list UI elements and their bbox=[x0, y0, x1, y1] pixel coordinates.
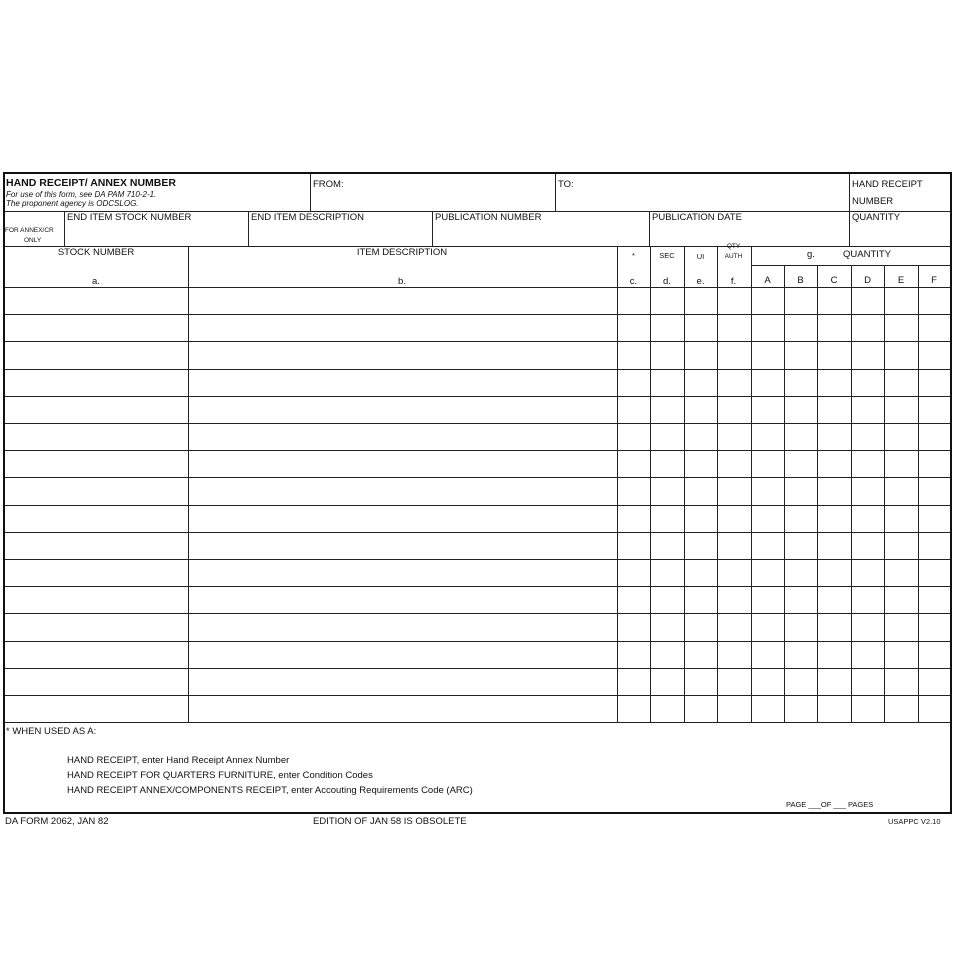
qty-e-cell[interactable] bbox=[885, 315, 917, 340]
qty-d-cell[interactable] bbox=[852, 560, 883, 585]
star-cell[interactable] bbox=[618, 696, 649, 721]
ui-cell[interactable] bbox=[685, 642, 716, 667]
sec-heading: SEC bbox=[659, 251, 675, 260]
stock-number-cell[interactable] bbox=[6, 506, 187, 531]
qty-e-cell[interactable] bbox=[885, 288, 917, 313]
qty-auth-cell[interactable] bbox=[718, 614, 750, 639]
edition-note: EDITION OF JAN 58 IS OBSOLETE bbox=[313, 816, 467, 827]
qty-a-cell[interactable] bbox=[752, 424, 783, 449]
use-note: For use of this form, see DA PAM 710-2-1. bbox=[6, 190, 157, 199]
qty-auth-cell[interactable] bbox=[718, 696, 750, 721]
quantity-sub-letter: D bbox=[864, 275, 871, 286]
star-cell[interactable] bbox=[618, 424, 649, 449]
qty-b-cell[interactable] bbox=[785, 642, 816, 667]
qty-b-cell[interactable] bbox=[785, 451, 816, 476]
qty-d-cell[interactable] bbox=[852, 614, 883, 639]
ui-cell[interactable] bbox=[685, 397, 716, 422]
qty-e-cell[interactable] bbox=[885, 370, 917, 395]
star-cell[interactable] bbox=[618, 506, 649, 531]
item-description-cell[interactable] bbox=[189, 478, 616, 503]
qty-auth-cell[interactable] bbox=[718, 315, 750, 340]
g-letter: g. bbox=[807, 249, 815, 260]
stock-number-cell[interactable] bbox=[6, 587, 187, 612]
ui-cell[interactable] bbox=[685, 478, 716, 503]
qty-auth-cell[interactable] bbox=[718, 642, 750, 667]
qty-c-cell[interactable] bbox=[818, 506, 850, 531]
qty-a-cell[interactable] bbox=[752, 506, 783, 531]
hand-receipt-number-label: HAND RECEIPT bbox=[852, 179, 923, 190]
star-cell[interactable] bbox=[618, 614, 649, 639]
qty-b-cell[interactable] bbox=[785, 288, 816, 313]
quantity-sub-letter: A bbox=[764, 275, 771, 286]
qty-auth-cell[interactable] bbox=[718, 560, 750, 585]
ui-cell[interactable] bbox=[685, 424, 716, 449]
sec-cell[interactable] bbox=[651, 696, 683, 721]
ui-cell[interactable] bbox=[685, 315, 716, 340]
qty-e-cell[interactable] bbox=[885, 533, 917, 558]
qty-e-cell[interactable] bbox=[885, 342, 917, 367]
ui-cell[interactable] bbox=[685, 696, 716, 721]
qty-c-cell[interactable] bbox=[818, 288, 850, 313]
item-description-cell[interactable] bbox=[189, 560, 616, 585]
qty-b-cell[interactable] bbox=[785, 533, 816, 558]
qty-b-cell[interactable] bbox=[785, 587, 816, 612]
stock-number-cell[interactable] bbox=[6, 642, 187, 667]
item-description-cell[interactable] bbox=[189, 669, 616, 694]
qty-f-cell[interactable] bbox=[919, 288, 949, 313]
qty-c-cell[interactable] bbox=[818, 614, 850, 639]
sec-cell[interactable] bbox=[651, 451, 683, 476]
qty-f-cell[interactable] bbox=[919, 424, 949, 449]
quantity-sub-letter: B bbox=[797, 275, 804, 286]
qty-b-cell[interactable] bbox=[785, 696, 816, 721]
quantity-sub-letter: C bbox=[830, 275, 838, 286]
qty-d-cell[interactable] bbox=[852, 533, 883, 558]
ui-cell[interactable] bbox=[685, 451, 716, 476]
qty-f-cell[interactable] bbox=[919, 533, 949, 558]
qty-f-cell[interactable] bbox=[919, 587, 949, 612]
stock-number-cell[interactable] bbox=[6, 669, 187, 694]
star-cell[interactable] bbox=[618, 288, 649, 313]
form-id: DA FORM 2062, JAN 82 bbox=[5, 816, 109, 827]
ui-cell[interactable] bbox=[685, 342, 716, 367]
ui-heading: UI bbox=[696, 252, 705, 261]
star-cell[interactable] bbox=[618, 478, 649, 503]
star-cell[interactable] bbox=[618, 342, 649, 367]
publication-number-label: PUBLICATION NUMBER bbox=[435, 212, 542, 223]
form-title: HAND RECEIPT/ ANNEX NUMBER bbox=[6, 177, 176, 189]
qty-auth-heading-2: AUTH bbox=[724, 253, 743, 260]
qty-a-cell[interactable] bbox=[752, 614, 783, 639]
sec-cell[interactable] bbox=[651, 288, 683, 313]
sec-cell[interactable] bbox=[651, 587, 683, 612]
usappc-version: USAPPC V2.10 bbox=[888, 817, 941, 826]
qty-c-cell[interactable] bbox=[818, 587, 850, 612]
stock-number-cell[interactable] bbox=[6, 397, 187, 422]
qty-c-cell[interactable] bbox=[818, 478, 850, 503]
qty-auth-heading: QTY bbox=[726, 243, 741, 250]
item-description-cell[interactable] bbox=[189, 315, 616, 340]
qty-d-cell[interactable] bbox=[852, 451, 883, 476]
qty-auth-cell[interactable] bbox=[718, 669, 750, 694]
sec-cell[interactable] bbox=[651, 506, 683, 531]
note-line-2: HAND RECEIPT FOR QUARTERS FURNITURE, enter Condition Codes bbox=[67, 770, 373, 781]
qty-f-cell[interactable] bbox=[919, 642, 949, 667]
sec-cell[interactable] bbox=[651, 669, 683, 694]
item-description-cell[interactable] bbox=[189, 614, 616, 639]
qty-f-cell[interactable] bbox=[919, 370, 949, 395]
item-description-cell[interactable] bbox=[189, 533, 616, 558]
stock-number-letter: a. bbox=[92, 276, 100, 287]
qty-e-cell[interactable] bbox=[885, 424, 917, 449]
from-label: FROM: bbox=[313, 179, 344, 190]
qty-auth-cell[interactable] bbox=[718, 506, 750, 531]
qty-c-cell[interactable] bbox=[818, 315, 850, 340]
qty-auth-cell[interactable] bbox=[718, 451, 750, 476]
when-used-note: * WHEN USED AS A: bbox=[6, 726, 97, 737]
qty-a-cell[interactable] bbox=[752, 642, 783, 667]
qty-a-cell[interactable] bbox=[752, 288, 783, 313]
sec-cell[interactable] bbox=[651, 424, 683, 449]
qty-e-cell[interactable] bbox=[885, 478, 917, 503]
ui-cell[interactable] bbox=[685, 614, 716, 639]
star-cell[interactable] bbox=[618, 397, 649, 422]
qty-f-cell[interactable] bbox=[919, 506, 949, 531]
qty-d-cell[interactable] bbox=[852, 315, 883, 340]
star-cell[interactable] bbox=[618, 642, 649, 667]
star-heading: * bbox=[632, 251, 635, 260]
qty-c-cell[interactable] bbox=[818, 642, 850, 667]
qty-d-cell[interactable] bbox=[852, 370, 883, 395]
stock-number-cell[interactable] bbox=[6, 478, 187, 503]
qty-f-cell[interactable] bbox=[919, 669, 949, 694]
stock-number-cell[interactable] bbox=[6, 533, 187, 558]
end-item-description-label: END ITEM DESCRIPTION bbox=[251, 212, 364, 223]
stock-number-cell[interactable] bbox=[6, 424, 187, 449]
stock-number-cell[interactable] bbox=[6, 315, 187, 340]
item-description-cell[interactable] bbox=[189, 451, 616, 476]
qty-c-cell[interactable] bbox=[818, 397, 850, 422]
sec-cell[interactable] bbox=[651, 614, 683, 639]
qty-a-cell[interactable] bbox=[752, 696, 783, 721]
qty-auth-letter: f. bbox=[730, 276, 737, 287]
qty-auth-cell[interactable] bbox=[718, 587, 750, 612]
qty-b-cell[interactable] bbox=[785, 397, 816, 422]
sec-cell[interactable] bbox=[651, 397, 683, 422]
stock-number-cell[interactable] bbox=[6, 451, 187, 476]
qty-a-cell[interactable] bbox=[752, 478, 783, 503]
qty-b-cell[interactable] bbox=[785, 614, 816, 639]
stock-number-cell[interactable] bbox=[6, 370, 187, 395]
qty-auth-cell[interactable] bbox=[718, 533, 750, 558]
qty-auth-cell[interactable] bbox=[718, 342, 750, 367]
qty-f-cell[interactable] bbox=[919, 451, 949, 476]
qty-a-cell[interactable] bbox=[752, 587, 783, 612]
item-description-cell[interactable] bbox=[189, 642, 616, 667]
qty-e-cell[interactable] bbox=[885, 587, 917, 612]
item-description-cell[interactable] bbox=[189, 696, 616, 721]
qty-d-cell[interactable] bbox=[852, 424, 883, 449]
qty-d-cell[interactable] bbox=[852, 342, 883, 367]
note-line-3: HAND RECEIPT ANNEX/COMPONENTS RECEIPT, enter Accouting Requirements Code (ARC) bbox=[67, 785, 473, 796]
qty-a-cell[interactable] bbox=[752, 342, 783, 367]
star-cell[interactable] bbox=[618, 315, 649, 340]
qty-b-cell[interactable] bbox=[785, 342, 816, 367]
item-description-cell[interactable] bbox=[189, 506, 616, 531]
qty-e-cell[interactable] bbox=[885, 560, 917, 585]
item-description-letter: b. bbox=[398, 276, 406, 287]
sec-cell[interactable] bbox=[651, 642, 683, 667]
item-description-heading: ITEM DESCRIPTION bbox=[356, 247, 448, 258]
item-description-cell[interactable] bbox=[189, 288, 616, 313]
qty-b-cell[interactable] bbox=[785, 478, 816, 503]
item-description-cell[interactable] bbox=[189, 342, 616, 367]
ui-cell[interactable] bbox=[685, 370, 716, 395]
for-annex-only-label: ONLY bbox=[24, 237, 42, 244]
ui-cell[interactable] bbox=[685, 533, 716, 558]
qty-d-cell[interactable] bbox=[852, 642, 883, 667]
stock-number-heading: STOCK NUMBER bbox=[57, 247, 135, 258]
qty-d-cell[interactable] bbox=[852, 506, 883, 531]
qty-b-cell[interactable] bbox=[785, 370, 816, 395]
note-line-1: HAND RECEIPT, enter Hand Receipt Annex Number bbox=[67, 755, 290, 766]
for-annex-label: FOR ANNEX/CR bbox=[5, 227, 54, 234]
qty-f-cell[interactable] bbox=[919, 696, 949, 721]
qty-f-cell[interactable] bbox=[919, 560, 949, 585]
qty-e-cell[interactable] bbox=[885, 397, 917, 422]
qty-c-cell[interactable] bbox=[818, 533, 850, 558]
qty-a-cell[interactable] bbox=[752, 669, 783, 694]
qty-auth-cell[interactable] bbox=[718, 424, 750, 449]
qty-d-cell[interactable] bbox=[852, 587, 883, 612]
qty-a-cell[interactable] bbox=[752, 370, 783, 395]
qty-f-cell[interactable] bbox=[919, 342, 949, 367]
sec-cell[interactable] bbox=[651, 533, 683, 558]
qty-f-cell[interactable] bbox=[919, 478, 949, 503]
to-field[interactable] bbox=[580, 175, 846, 209]
sec-cell[interactable] bbox=[651, 370, 683, 395]
qty-a-cell[interactable] bbox=[752, 315, 783, 340]
qty-e-cell[interactable] bbox=[885, 642, 917, 667]
qty-auth-cell[interactable] bbox=[718, 478, 750, 503]
ui-cell[interactable] bbox=[685, 506, 716, 531]
quantity-heading: QUANTITY bbox=[843, 249, 892, 260]
item-description-cell[interactable] bbox=[189, 370, 616, 395]
qty-c-cell[interactable] bbox=[818, 370, 850, 395]
qty-a-cell[interactable] bbox=[752, 451, 783, 476]
ui-cell[interactable] bbox=[685, 587, 716, 612]
stock-number-cell[interactable] bbox=[6, 342, 187, 367]
qty-d-cell[interactable] bbox=[852, 696, 883, 721]
star-cell[interactable] bbox=[618, 587, 649, 612]
stock-number-cell[interactable] bbox=[6, 288, 187, 313]
qty-c-cell[interactable] bbox=[818, 560, 850, 585]
qty-d-cell[interactable] bbox=[852, 397, 883, 422]
qty-b-cell[interactable] bbox=[785, 669, 816, 694]
to-label: TO: bbox=[558, 179, 574, 190]
qty-d-cell[interactable] bbox=[852, 669, 883, 694]
qty-auth-cell[interactable] bbox=[718, 288, 750, 313]
qty-e-cell[interactable] bbox=[885, 506, 917, 531]
quantity-sub-letter: E bbox=[897, 275, 905, 286]
qty-b-cell[interactable] bbox=[785, 424, 816, 449]
sec-cell[interactable] bbox=[651, 342, 683, 367]
qty-e-cell[interactable] bbox=[885, 696, 917, 721]
sec-cell[interactable] bbox=[651, 315, 683, 340]
qty-a-cell[interactable] bbox=[752, 533, 783, 558]
qty-b-cell[interactable] bbox=[785, 560, 816, 585]
qty-c-cell[interactable] bbox=[818, 424, 850, 449]
qty-e-cell[interactable] bbox=[885, 614, 917, 639]
qty-f-cell[interactable] bbox=[919, 315, 949, 340]
qty-c-cell[interactable] bbox=[818, 669, 850, 694]
qty-b-cell[interactable] bbox=[785, 315, 816, 340]
sec-cell[interactable] bbox=[651, 560, 683, 585]
star-cell[interactable] bbox=[618, 669, 649, 694]
from-field[interactable] bbox=[345, 175, 553, 209]
item-description-cell[interactable] bbox=[189, 424, 616, 449]
qty-auth-cell[interactable] bbox=[718, 397, 750, 422]
qty-d-cell[interactable] bbox=[852, 288, 883, 313]
stock-number-cell[interactable] bbox=[6, 614, 187, 639]
qty-b-cell[interactable] bbox=[785, 506, 816, 531]
qty-e-cell[interactable] bbox=[885, 669, 917, 694]
star-cell[interactable] bbox=[618, 370, 649, 395]
hand-receipt-number-label-2: NUMBER bbox=[852, 196, 894, 207]
star-letter: c. bbox=[629, 276, 638, 287]
qty-e-cell[interactable] bbox=[885, 451, 917, 476]
star-cell[interactable] bbox=[618, 560, 649, 585]
quantity-sub-letter: F bbox=[931, 275, 937, 286]
stock-number-cell[interactable] bbox=[6, 560, 187, 585]
sec-letter: d. bbox=[663, 276, 671, 287]
qty-c-cell[interactable] bbox=[818, 696, 850, 721]
end-item-stock-number-label: END ITEM STOCK NUMBER bbox=[67, 212, 192, 223]
qty-f-cell[interactable] bbox=[919, 614, 949, 639]
qty-f-cell[interactable] bbox=[919, 397, 949, 422]
ui-letter: e. bbox=[696, 276, 705, 287]
star-cell[interactable] bbox=[618, 451, 649, 476]
item-description-cell[interactable] bbox=[189, 397, 616, 422]
ui-cell[interactable] bbox=[685, 560, 716, 585]
stock-number-cell[interactable] bbox=[6, 696, 187, 721]
sec-cell[interactable] bbox=[651, 478, 683, 503]
item-description-cell[interactable] bbox=[189, 587, 616, 612]
qty-d-cell[interactable] bbox=[852, 478, 883, 503]
qty-auth-cell[interactable] bbox=[718, 370, 750, 395]
qty-a-cell[interactable] bbox=[752, 397, 783, 422]
star-cell[interactable] bbox=[618, 533, 649, 558]
qty-a-cell[interactable] bbox=[752, 560, 783, 585]
ui-cell[interactable] bbox=[685, 669, 716, 694]
page-of-pages: PAGE ___OF ___ PAGES bbox=[786, 800, 874, 809]
proponent-note: The proponent agency is ODCSLOG. bbox=[6, 199, 139, 208]
quantity-header-label: QUANTITY bbox=[852, 212, 901, 223]
publication-date-label: PUBLICATION DATE bbox=[652, 212, 742, 223]
qty-c-cell[interactable] bbox=[818, 451, 850, 476]
ui-cell[interactable] bbox=[685, 288, 716, 313]
qty-c-cell[interactable] bbox=[818, 342, 850, 367]
